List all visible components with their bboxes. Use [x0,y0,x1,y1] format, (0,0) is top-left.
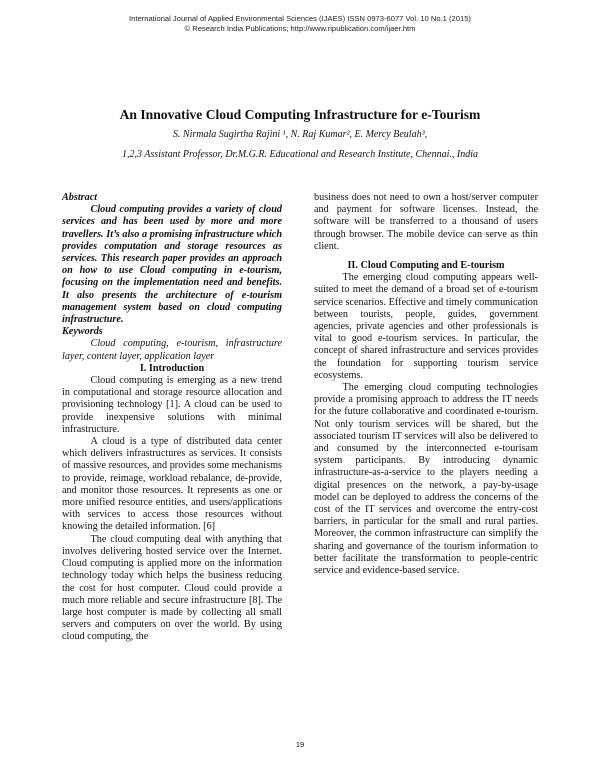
intro-paragraph-1: Cloud computing is emerging as a new trend in computational and storage resource allocation and provisioning technology [1]. A cloud can be used to provide inexpensive solutions with minimal infrastructure. [62,375,282,435]
cloud-etourism-paragraph-1: The emerging cloud computing appears well-suited to meet the demand of a broad set of e-tourism service scenarios. Effective and timely communication between tourists, people, guides, government agencies, private agencies and other professionals is vital to good e-tourism services. In particular, the concept of shared infrastructure and services provides the foundation for supporting tourism service ecosystems. [314,272,538,381]
intro-paragraph-3-continued: business does not need to own a host/server computer and payment for software licenses. Instead, the software will be transferred to a thousand of users through browser. The mobile device can serve as thin client. [314,192,538,252]
running-header [0,14,600,34]
keywords-text: Cloud computing, e-tourism, infrastructure layer, content layer, application layer [62,338,282,362]
journal-line: International Journal of Applied Environmental Sciences (IJAES) ISSN 0973-6077 Vol. 10 No.1 (2015) [129,14,471,23]
section-heading-introduction: I. Introduction [139,362,205,374]
left-column [62,192,282,644]
keywords-label: Keywords [62,326,103,338]
section-heading-cloud-etourism: II. Cloud Computing and E-tourism [347,260,505,272]
paper-title: An Innovative Cloud Computing Infrastructure for e-Tourism [119,107,481,122]
intro-paragraph-2: A cloud is a type of distributed data center which delivers infrastructures as services. It consists of massive resources, and provides some mechanisms to provide, reimage, workload rebalance, de-provide, and monitor those resources. It represents as one or more unified resource entities, and users/applications with services to access those resources without knowing the detailed information. [6] [62,436,282,533]
page-number: 19 [295,740,305,749]
abstract-label: Abstract [62,192,98,203]
authors: S. Nirmala Sugirtha Rajini ¹, N. Raj Kumar², E. Mercy Beulah³, [172,129,428,140]
affiliation: 1,2,3 Assistant Professor, Dr.M.G.R. Educational and Research Institute, Chennai., India [121,149,478,160]
cloud-etourism-paragraph-2: The emerging cloud computing technologies provide a promising approach to address the IT needs for the future collaborative and coordinated e-tourism. Not only tourism services will be shared, but the associated tourism IT services will also be delivered to and consumed by the interconnected e-tourisam system participants. By introducing dynamic infrastructure-as-a-service to the players needing a digital presences on the network, a pay-by-usage model can be deployed to address the concerns of the cost of the IT services and overcome the entry-cost barriers, in particular for the small and rural parties. Moreover, the common infrastructure can simplify the sharing and governance of the tourism information to better facilitate the transformation to people-centric service and evidence-based service. [314,382,538,577]
intro-paragraph-3: The cloud computing deal with anything that involves delivering hosted service over the Internet. Cloud computing is applied more on the information technology today which helps the business reducing the cost for host computer. Cloud could provide a much more reliable and secure infrastructure [8]. The large host computer is made by collecting all small servers and computers on over the world. By using cloud computing, the [62,533,282,643]
abstract-text: Cloud computing provides a variety of cloud services and has been used by more and more travellers. It’s also a promising infrastructure which provides computation and storage resources as services. This research paper provides an approach on how to use Cloud computing in e-tourism, focusing on the implementation need and benefits. It also presents the architecture of e-tourism management system based on cloud computing infrastructure. [62,204,282,326]
right-column [314,192,538,577]
publisher-line: © Research India Publications; http://www.ripublication.com/ijaer.htm [184,24,416,33]
